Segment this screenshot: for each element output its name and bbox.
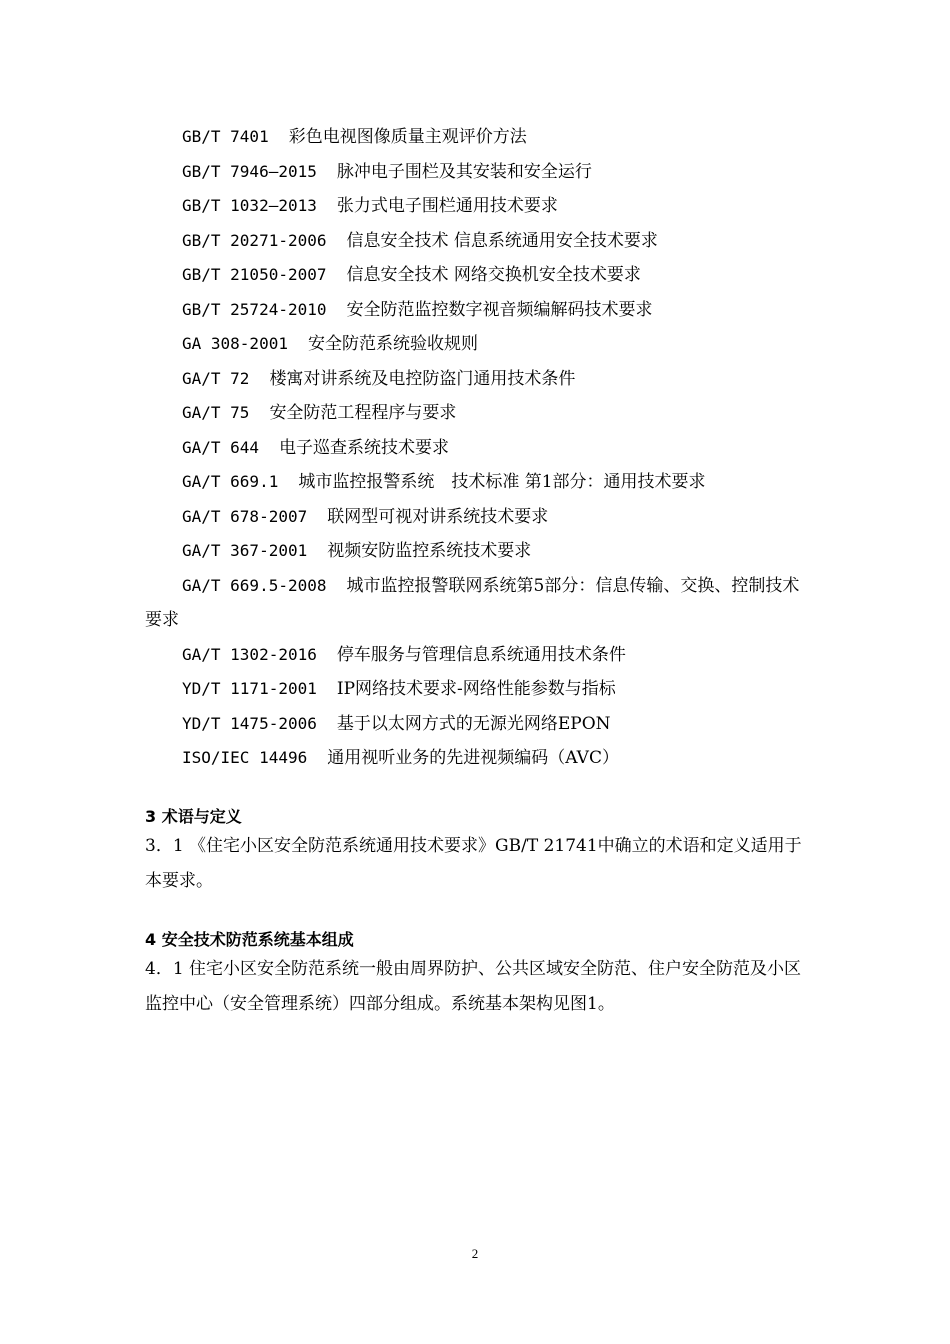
reference-item <box>145 327 815 362</box>
reference-item <box>145 258 815 293</box>
reference-item <box>145 638 815 673</box>
reference-code: GB/T 25724-2010 <box>182 299 327 319</box>
reference-item <box>145 224 815 259</box>
reference-item <box>145 362 815 397</box>
reference-item <box>145 120 815 155</box>
reference-item <box>145 741 815 776</box>
page-number: 2 <box>471 1246 479 1261</box>
section-clause: 4．1 住宅小区安全防范系统一般由周界防护、公共区域安全防范、住户安全防范及小区监控中心（安全管理系统）四部分组成。系统基本架构见图1。 <box>145 959 802 1014</box>
reference-title: 彩色电视图像质量主观评价方法 <box>288 127 527 147</box>
section-heading: 4 安全技术防范系统基本组成 <box>145 930 354 949</box>
reference-title: 基于以太网方式的无源光网络EPON <box>336 713 611 734</box>
reference-item <box>145 534 815 569</box>
reference-title: 安全防范工程程序与要求 <box>269 403 457 423</box>
reference-code: GB/T 1032—2013 <box>182 196 317 215</box>
reference-code: GB/T 21050-2007 <box>182 265 327 284</box>
reference-title: 信息安全技术 网络交换机安全技术要求 <box>346 265 641 285</box>
reference-title: 城市监控报警联网系统第5部分：信息传输、交换、控制技术要求 <box>145 575 800 630</box>
reference-item <box>145 569 815 638</box>
reference-title: 张力式电子围栏通用技术要求 <box>336 196 558 216</box>
section-terms-definitions <box>145 805 815 898</box>
reference-code: GA/T 678-2007 <box>182 506 308 526</box>
reference-code: ISO/IEC 14496 <box>182 748 308 767</box>
reference-code: GA/T 669.5-2008 <box>182 575 327 595</box>
reference-title: 安全防范监控数字视音频编解码技术要求 <box>346 299 653 320</box>
reference-code: GB/T 7946—2015 <box>182 161 317 181</box>
reference-item <box>145 189 815 224</box>
reference-code: YD/T 1475-2006 <box>182 713 317 733</box>
reference-title: 视频安防监控系统技术要求 <box>327 541 532 561</box>
reference-item <box>145 431 815 466</box>
reference-item <box>145 465 815 500</box>
reference-code: GA 308-2001 <box>182 334 288 353</box>
reference-code: GB/T 7401 <box>182 127 269 146</box>
reference-code: GA/T 669.1 <box>182 472 279 491</box>
reference-title: 电子巡查系统技术要求 <box>279 437 450 458</box>
reference-title: 脉冲电子围栏及其安装和安全运行 <box>336 161 592 182</box>
normative-references-list <box>145 120 815 776</box>
reference-item <box>145 707 815 742</box>
reference-code: GA/T 367-2001 <box>182 541 308 560</box>
reference-item <box>145 500 815 535</box>
reference-item <box>145 396 815 431</box>
reference-code: GB/T 20271-2006 <box>182 230 327 250</box>
section-clause: 3．1 《住宅小区安全防范系统通用技术要求》GB/T 21741中确立的术语和定义适用于本要求。 <box>145 836 802 891</box>
reference-code: GA/T 75 <box>182 403 250 422</box>
reference-title: 安全防范系统验收规则 <box>307 334 478 354</box>
reference-title: 通用视听业务的先进视频编码（AVC） <box>327 748 619 768</box>
reference-code: GA/T 72 <box>182 368 250 388</box>
reference-code: GA/T 644 <box>182 437 260 457</box>
reference-item <box>145 155 815 190</box>
reference-code: YD/T 1171-2001 <box>182 679 317 698</box>
reference-item <box>145 293 815 328</box>
section-heading: 3 术语与定义 <box>145 807 242 826</box>
reference-title: 停车服务与管理信息系统通用技术条件 <box>336 644 626 665</box>
reference-item <box>145 672 815 707</box>
reference-title: 城市监控报警系统 技术标准 第1部分：通用技术要求 <box>298 472 706 492</box>
reference-title: 楼寓对讲系统及电控防盗门通用技术条件 <box>269 368 576 389</box>
reference-code: GA/T 1302-2016 <box>182 644 317 664</box>
reference-title: IP网络技术要求-网络性能参数与指标 <box>336 679 616 699</box>
section-basic-composition <box>145 928 815 1021</box>
reference-title: 信息安全技术 信息系统通用安全技术要求 <box>346 230 658 251</box>
reference-title: 联网型可视对讲系统技术要求 <box>327 506 549 527</box>
